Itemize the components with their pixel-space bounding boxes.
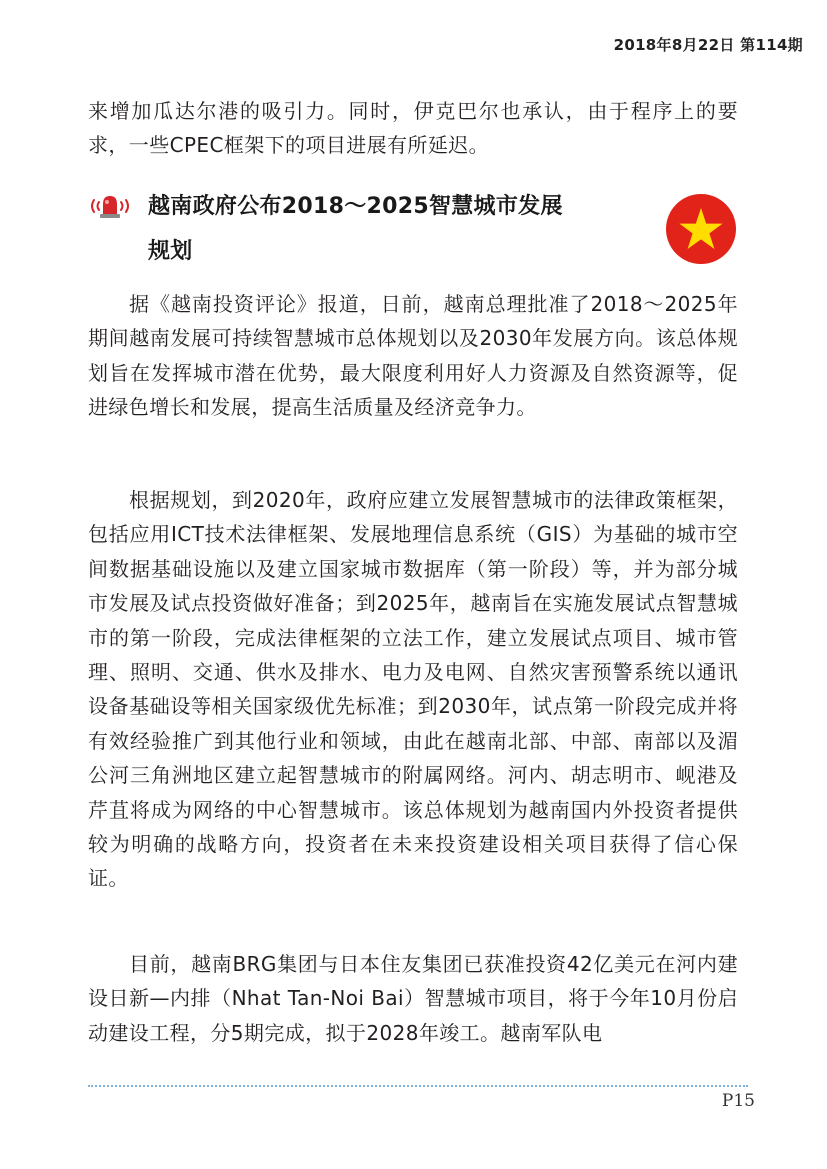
page-number: P15	[721, 1091, 755, 1111]
vietnam-flag-icon	[665, 193, 737, 265]
footer-divider	[88, 1085, 748, 1087]
issue-date: 2018年8月22日 第114期	[613, 36, 803, 54]
continuation-paragraph: 来增加瓜达尔港的吸引力。同时，伊克巴尔也承认，由于程序上的要求，一些CPEC框架下的项目进展有所延迟。	[88, 99, 738, 158]
paragraph-3: 目前，越南BRG集团与日本住友集团已获准投资42亿美元在河内建设日新—内排（Nhat Tan-Noi Bai）智慧城市项目，将于今年10月份启动建设工程，分5期完成，拟于2028年竣工。越南军队电	[88, 952, 738, 1045]
alarm-bell-icon	[88, 190, 132, 222]
section-title-line2: 规划	[148, 239, 193, 264]
section-title	[148, 184, 648, 274]
paragraph-1: 据《越南投资评论》报道，日前，越南总理批准了2018～2025年期间越南发展可持续智慧城市总体规划以及2030年发展方向。该总体规划旨在发挥城市潜在优势，最大限度利用好人力资源及自然资源等，促进绿色增长和发展，提高生活质量及经济竞争力。	[88, 292, 738, 420]
section-title-line1: 越南政府公布2018～2025智慧城市发展	[148, 194, 563, 219]
paragraph-2: 根据规划，到2020年，政府应建立发展智慧城市的法律政策框架，包括应用ICT技术法律框架、发展地理信息系统（GIS）为基础的城市空间数据基础设施以及建立国家城市数据库（第一阶段）等，并为部分城市发展及试点投资做好准备；到2025年，越南旨在实施发展试点智慧城市的第一阶段，完成法律框架的立法工作，建立发展试点项目、城市管理、照明、交通、供水及排水、电力及电网、自然灾害预警系统以通讯设备基础设等相关国家级优先标准；到2030年，试点第一阶段完成并将有效经验推广到其他行业和领域，由此在越南北部、中部、南部以及湄公河三角洲地区建立起智慧城市的附属网络。河内、胡志明市、岘港及芹苴将成为网络的中心智慧城市。该总体规划为越南国内外投资者提供较为明确的战略方向，投资者在未来投资建设相关项目获得了信心保证。	[88, 488, 738, 891]
